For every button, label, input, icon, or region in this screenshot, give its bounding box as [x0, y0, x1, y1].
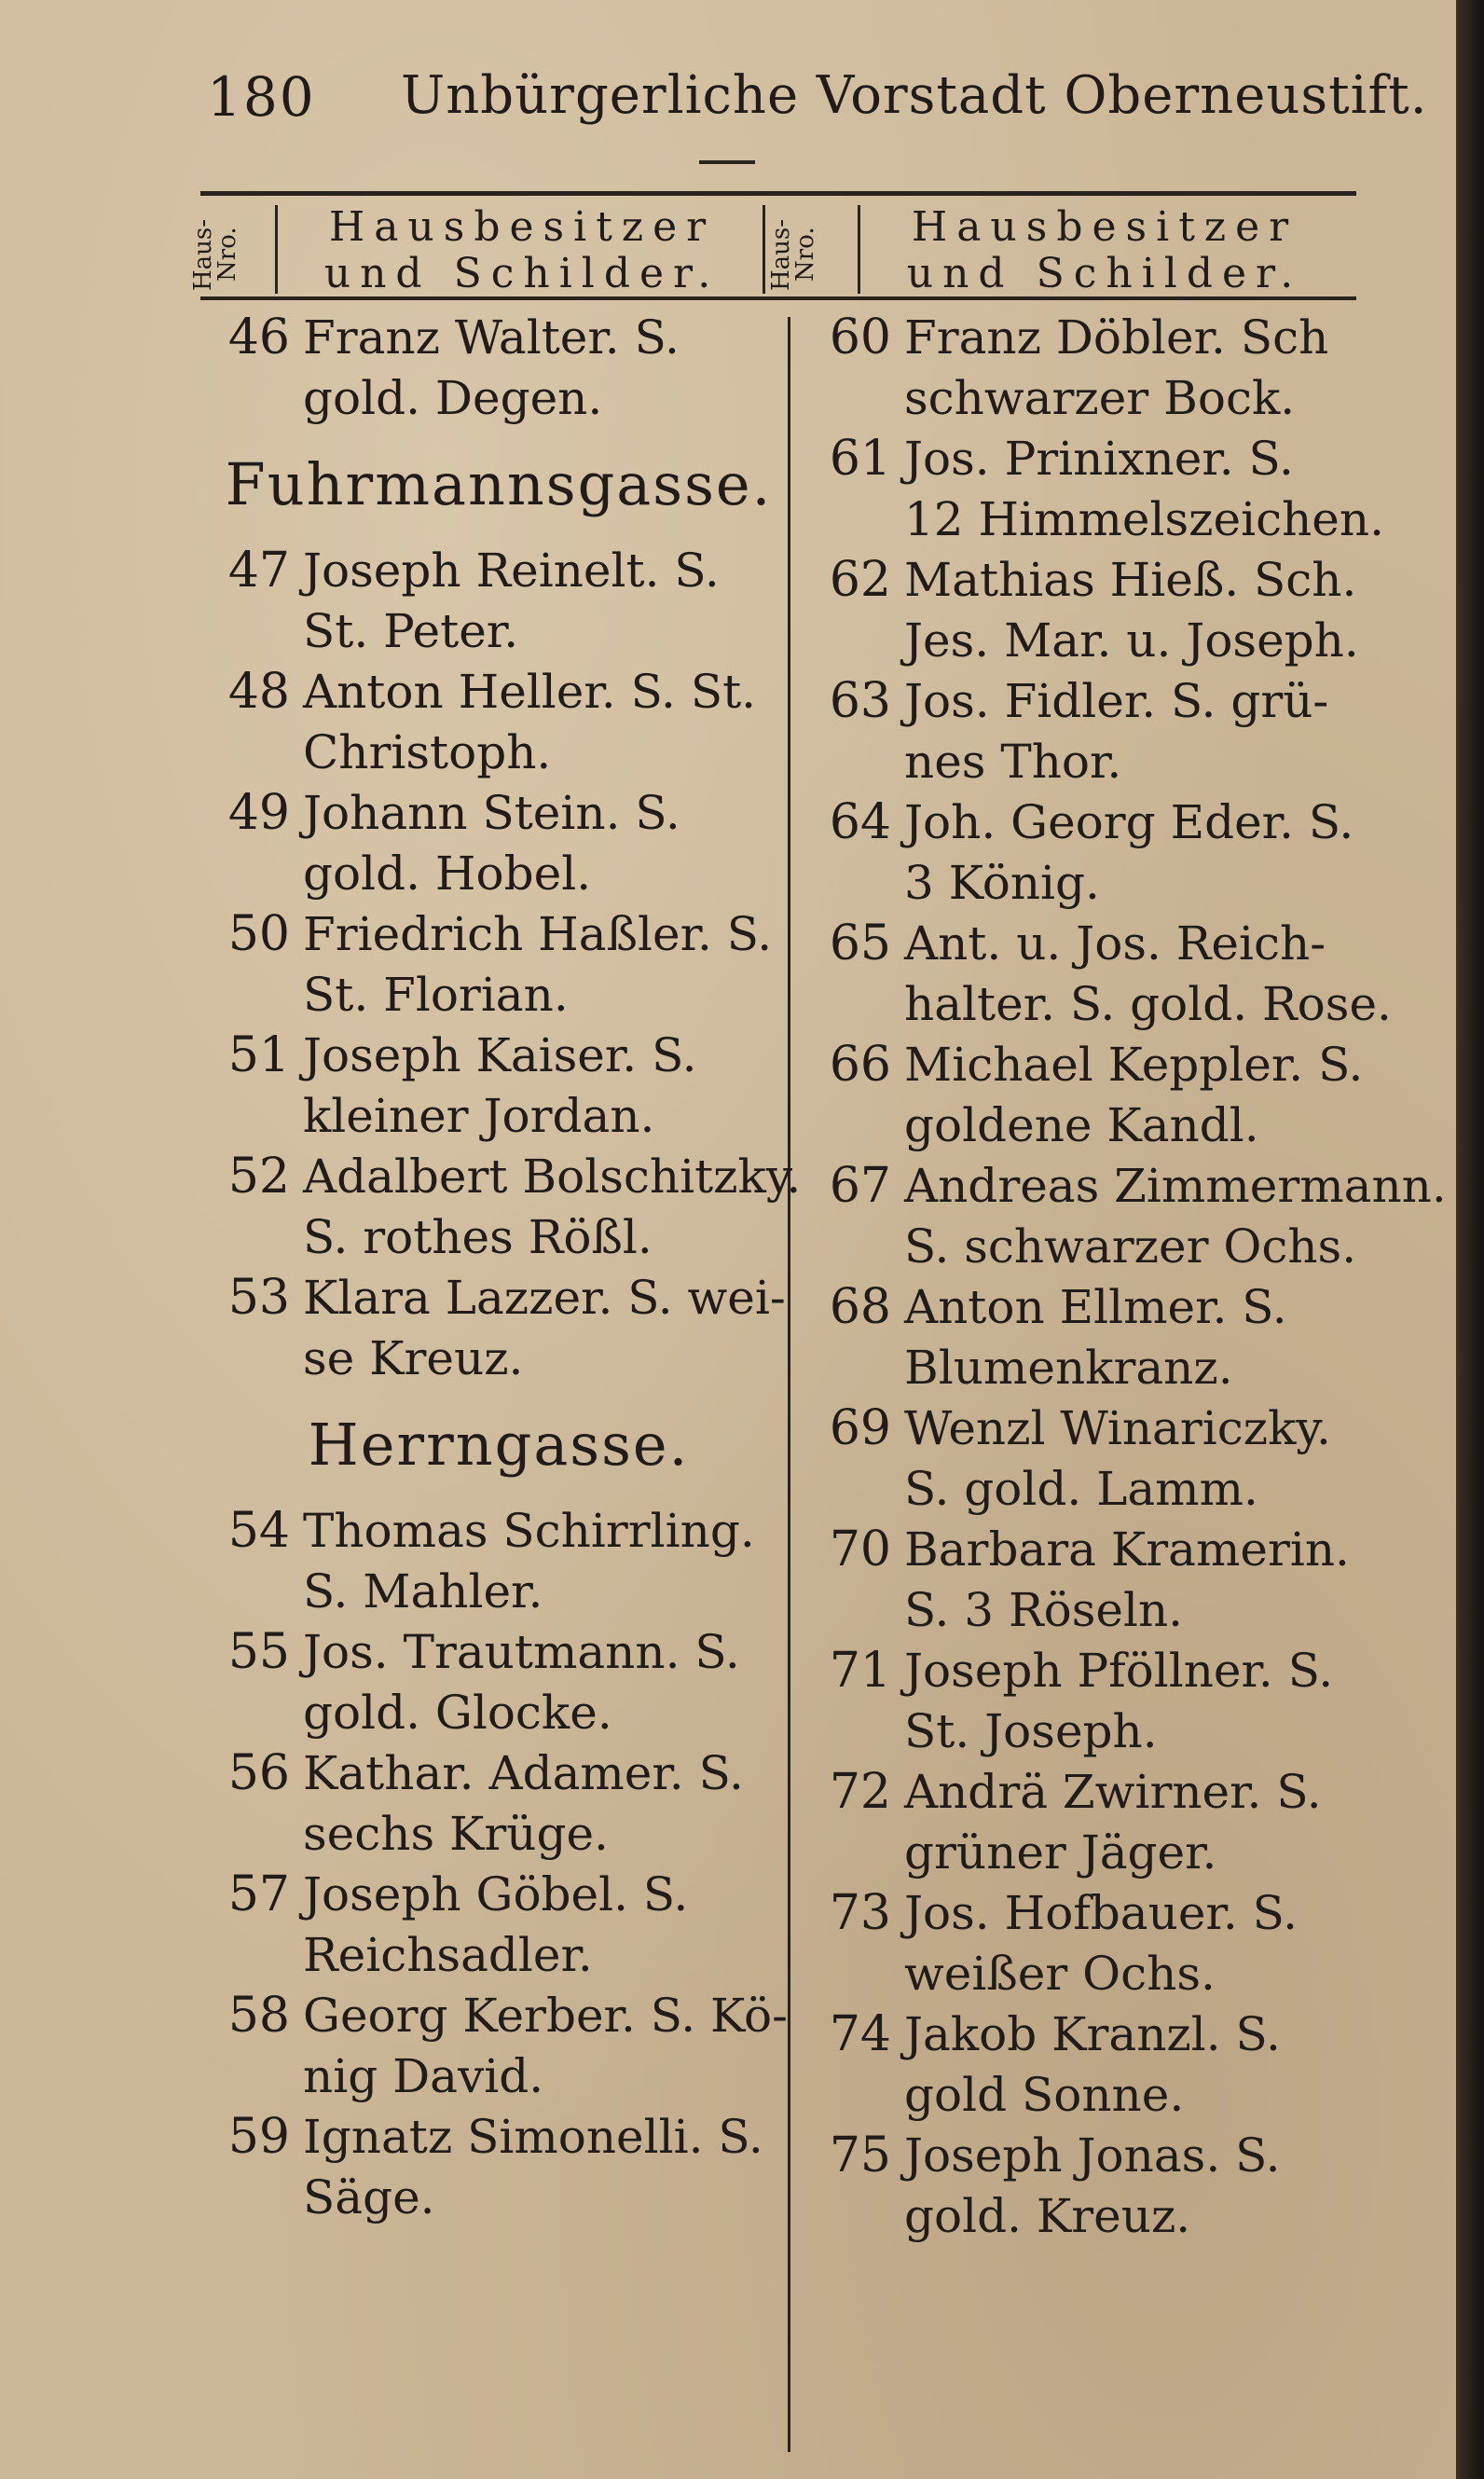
owner-header-left-line2: und Schilder.	[323, 250, 721, 297]
house-number: 70	[829, 1522, 891, 1577]
house-sign: sechs Krüge.	[303, 1807, 609, 1861]
owner-name: Adalbert Bolschitzky.	[303, 1150, 802, 1204]
house-sign: St. Florian.	[303, 968, 569, 1022]
house-number: 65	[829, 916, 891, 971]
list-item	[802, 550, 1398, 671]
house-sign: 3 König.	[904, 856, 1100, 910]
street-heading: Herrngasse.	[308, 1411, 690, 1479]
house-number: 66	[829, 1037, 891, 1093]
house-number-header-left: Haus-Nro.	[189, 218, 241, 291]
owner-name: Anton Ellmer. S.	[904, 1280, 1287, 1334]
house-number: 72	[829, 1764, 891, 1820]
list-item	[802, 429, 1398, 550]
house-number: 75	[829, 2128, 891, 2183]
owner-name: Jos. Fidler. S. grü-	[904, 674, 1329, 728]
house-number: 47	[227, 543, 290, 599]
house-number: 53	[227, 1270, 290, 1326]
house-sign: gold Sonne.	[904, 2068, 1185, 2122]
house-sign: S. Mahler.	[303, 1564, 543, 1618]
owner-name: Wenzl Winariczky.	[904, 1401, 1331, 1455]
house-number: 61	[829, 431, 891, 487]
house-number: 56	[227, 1745, 290, 1801]
header-double-rule	[699, 160, 755, 164]
owner-name: Mathias Hieß. Sch.	[904, 553, 1357, 607]
owner-header-right-line2: und Schilder.	[906, 250, 1303, 297]
house-number: 71	[829, 1643, 891, 1699]
street-heading: Fuhrmannsgasse.	[225, 450, 773, 518]
header-separator	[858, 205, 860, 294]
house-sign: schwarzer Bock.	[904, 371, 1296, 425]
house-number: 62	[829, 552, 891, 608]
house-sign: S. 3 Röseln.	[904, 1583, 1184, 1637]
list-item	[200, 1986, 797, 2107]
page-number: 180	[207, 65, 316, 129]
list-item	[802, 308, 1398, 429]
owner-name: Joseph Göbel. S.	[303, 1867, 689, 1921]
list-item	[802, 2004, 1398, 2126]
house-sign: nes Thor.	[904, 735, 1122, 789]
house-sign: S. gold. Lamm.	[904, 1462, 1258, 1516]
house-number: 63	[829, 673, 891, 729]
house-number: 67	[829, 1158, 891, 1214]
house-number: 64	[829, 794, 891, 850]
list-item	[200, 1865, 797, 1986]
owner-name: Barbara Kramerin.	[904, 1522, 1350, 1577]
house-number: 60	[829, 310, 891, 365]
list-item	[802, 1277, 1398, 1398]
list-item	[200, 1268, 797, 1389]
list-item	[200, 904, 797, 1026]
house-sign: gold. Glocke.	[303, 1686, 612, 1740]
house-number: 73	[829, 1885, 891, 1941]
running-head	[0, 56, 1456, 131]
house-number: 57	[227, 1866, 290, 1922]
house-sign: 12 Himmelszeichen.	[904, 492, 1384, 546]
owner-name: Ignatz Simonelli. S.	[303, 2110, 763, 2164]
right-column	[802, 308, 1447, 2247]
owner-header-right-line1: Hausbesitzer	[911, 203, 1298, 251]
owner-name: Friedrich Haßler. S.	[303, 907, 773, 961]
house-sign: gold. Hobel.	[303, 847, 592, 901]
house-sign: grüner Jäger.	[904, 1825, 1217, 1880]
house-sign: Reichsadler.	[303, 1928, 593, 1982]
page-title: Unbürgerliche Vorstadt Oberneustift.	[401, 65, 1428, 126]
house-sign: Christoph.	[303, 725, 552, 779]
book-edge	[1456, 0, 1484, 2479]
list-item	[802, 1156, 1447, 1277]
house-sign: nig David.	[303, 2049, 544, 2103]
owner-name: Joseph Pföllner. S.	[904, 1644, 1334, 1698]
list-item	[802, 2126, 1398, 2247]
house-sign: St. Peter.	[303, 604, 519, 658]
house-number-header-right: Haus-Nro.	[767, 218, 819, 291]
owner-name: Andreas Zimmermann.	[904, 1159, 1447, 1213]
house-sign: S. rothes Rößl.	[303, 1210, 653, 1264]
owner-name: Jos. Trautmann. S.	[303, 1625, 740, 1679]
list-item	[200, 541, 797, 662]
house-sign: Jes. Mar. u. Joseph.	[904, 613, 1359, 668]
house-number: 69	[829, 1400, 891, 1456]
owner-name: Michael Keppler. S.	[904, 1038, 1364, 1092]
owner-name: Kathar. Adamer. S.	[303, 1746, 744, 1800]
house-number: 51	[227, 1027, 290, 1083]
owner-header-left-line1: Hausbesitzer	[328, 203, 716, 251]
owner-name: Johann Stein. S.	[303, 786, 680, 840]
house-number: 54	[227, 1503, 290, 1559]
owner-name: Klara Lazzer. S. wei-	[303, 1271, 786, 1325]
list-item	[200, 1147, 802, 1268]
header-separator	[275, 205, 278, 294]
house-number: 68	[829, 1279, 891, 1335]
header-separator	[763, 205, 765, 294]
owner-name: Franz Döbler. Sch	[904, 310, 1329, 365]
house-sign: halter. S. gold. Rose.	[904, 977, 1392, 1031]
house-sign: Blumenkranz.	[904, 1341, 1233, 1395]
list-item	[200, 1026, 797, 1147]
house-number: 46	[227, 310, 290, 365]
house-sign: kleiner Jordan.	[303, 1089, 655, 1143]
house-sign: Säge.	[303, 2170, 435, 2224]
house-sign: St. Joseph.	[904, 1704, 1158, 1758]
owner-name: Franz Walter. S.	[303, 310, 680, 365]
house-sign: goldene Kandl.	[904, 1098, 1259, 1152]
list-item	[802, 792, 1398, 914]
owner-name: Joh. Georg Eder. S.	[904, 795, 1354, 849]
left-column	[200, 308, 802, 2228]
owner-name: Joseph Jonas. S.	[904, 2128, 1281, 2183]
house-number: 55	[227, 1624, 290, 1680]
house-number: 59	[227, 2109, 290, 2165]
owner-name: Jos. Hofbauer. S.	[904, 1886, 1298, 1940]
owner-name: Thomas Schirrling.	[303, 1504, 755, 1558]
owner-name: Joseph Reinelt. S.	[303, 544, 720, 598]
house-number: 52	[227, 1149, 290, 1205]
house-number: 49	[227, 785, 290, 841]
owner-name: Jos. Prinixner. S.	[904, 432, 1294, 486]
owner-name: Ant. u. Jos. Reich-	[904, 916, 1326, 971]
header-top-rule	[200, 191, 1356, 196]
house-sign: gold. Kreuz.	[904, 2189, 1191, 2243]
house-sign: gold. Degen.	[303, 371, 603, 425]
list-item	[200, 1501, 797, 1622]
house-sign: se Kreuz.	[303, 1331, 524, 1385]
list-item	[200, 308, 797, 429]
list-item	[200, 783, 797, 904]
list-item	[802, 914, 1398, 1035]
list-item	[802, 1641, 1398, 1762]
owner-name: Georg Kerber. S. Kö-	[303, 1989, 788, 2043]
house-number: 58	[227, 1988, 290, 2044]
list-item	[802, 671, 1398, 792]
owner-name: Andrä Zwirner. S.	[904, 1765, 1322, 1819]
list-item	[200, 2107, 797, 2228]
list-item	[200, 1622, 797, 1743]
house-number: 48	[227, 664, 290, 720]
owner-name: Anton Heller. S. St.	[303, 665, 757, 719]
list-item	[200, 662, 797, 783]
list-item	[802, 1035, 1398, 1156]
house-number: 74	[829, 2006, 891, 2062]
list-item	[802, 1520, 1398, 1641]
list-item	[200, 1743, 797, 1865]
owner-name: Jakob Kranzl. S.	[904, 2007, 1281, 2061]
house-sign: S. schwarzer Ochs.	[904, 1219, 1357, 1274]
list-item	[802, 1398, 1398, 1520]
list-item	[802, 1762, 1398, 1883]
house-number: 50	[227, 906, 290, 962]
list-item	[802, 1883, 1398, 2004]
house-sign: weißer Ochs.	[904, 1947, 1216, 2001]
owner-name: Joseph Kaiser. S.	[303, 1028, 697, 1082]
